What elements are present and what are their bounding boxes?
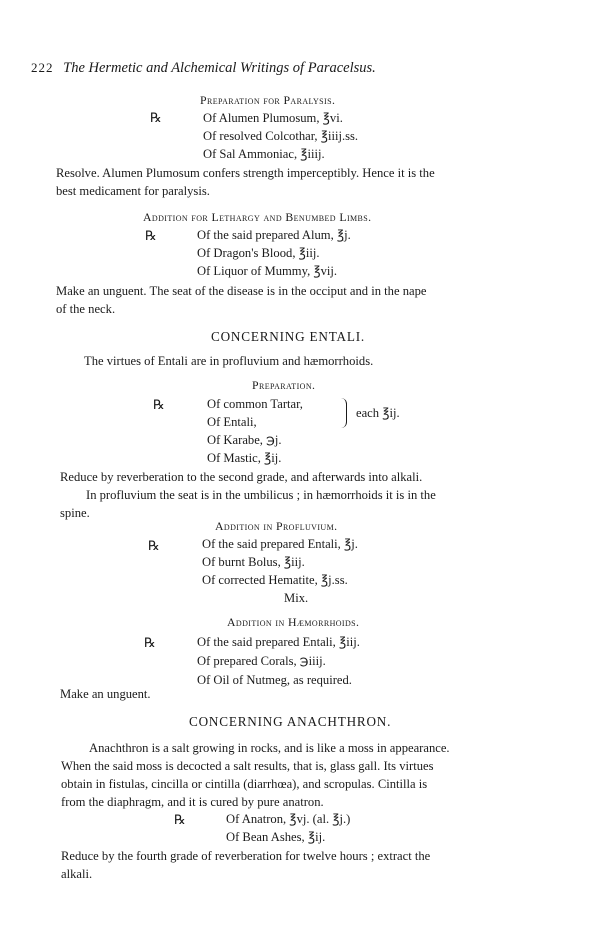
ingredient-line: Of Anatron, ℥vj. (al. ℥j.) [226, 812, 351, 826]
running-header [31, 60, 376, 77]
section-heading-anachthron: CONCERNING ANACHTHRON. [189, 714, 392, 729]
ingredient-line: Of Liquor of Mummy, ℥vij. [197, 264, 338, 278]
paralysis-heading: Preparation for Paralysis. [200, 93, 336, 107]
ingredient-line: Of Sal Ammoniac, ℥iiij. [203, 147, 325, 161]
recipe-symbol: ℞ [145, 228, 157, 243]
body-text-line: obtain in fistulas, cincilla or cintilla (diarrhœa), and scropulas. Cintilla is [61, 777, 428, 791]
ingredient-line: Of Dragon's Blood, ℥iij. [197, 246, 320, 260]
section-heading-entali: CONCERNING ENTALI. [211, 329, 365, 344]
body-text-line: from the diaphragm, and it is cured by pure anatron. [61, 795, 324, 809]
body-text-line: When the said moss is decocted a salt results, that is, glass gall. Its virtues [61, 759, 434, 773]
body-text-line: spine. [60, 506, 90, 520]
ingredient-line: Of the said prepared Entali, ℥iij. [197, 635, 360, 649]
ingredient-line: Of Entali, [207, 415, 257, 429]
brace-label: each ℥ij. [356, 406, 400, 420]
body-text-line: In profluvium the seat is in the umbilicus ; in hæmorrhoids it is in the [86, 488, 436, 502]
ingredient-line: Of resolved Colcothar, ℥iiij.ss. [203, 129, 359, 143]
ingredient-line: Of Alumen Plumosum, ℥vi. [203, 111, 343, 125]
page-number: 222 [31, 60, 54, 75]
ingredient-line: Of the said prepared Entali, ℥j. [202, 537, 358, 551]
ingredient-line: Of the said prepared Alum, ℥j. [197, 228, 351, 242]
body-text-line: The virtues of Entali are in profluvium and hæmorrhoids. [84, 354, 374, 368]
profluvium-heading: Addition in Profluvium. [215, 519, 338, 533]
preparation-heading: Preparation. [252, 378, 316, 392]
curly-brace [340, 398, 347, 428]
ingredient-line: Of burnt Bolus, ℥iij. [202, 555, 305, 569]
recipe-symbol: ℞ [148, 538, 160, 553]
body-text-line: Make an unguent. The seat of the disease is in the occiput and in the nape [56, 284, 427, 298]
running-title: The Hermetic and Alchemical Writings of Paracelsus. [63, 60, 376, 76]
recipe-symbol: ℞ [153, 397, 165, 412]
ingredient-line: Of Oil of Nutmeg, as required. [197, 673, 352, 687]
ingredient-line: Of Karabe, ℈j. [207, 433, 282, 447]
mix-instruction: Mix. [284, 591, 309, 605]
haemorrhoids-heading: Addition in Hæmorrhoids. [227, 615, 360, 629]
ingredient-line: Of Mastic, ℥ij. [207, 451, 282, 465]
recipe-symbol: ℞ [174, 812, 186, 827]
ingredient-line: Of Bean Ashes, ℥ij. [226, 830, 326, 844]
body-text-line: Make an unguent. [60, 687, 151, 701]
ingredient-line: Of common Tartar, [207, 397, 303, 411]
body-text-line: of the neck. [56, 302, 116, 316]
ingredient-line: Of corrected Hematite, ℥j.ss. [202, 573, 348, 587]
recipe-symbol: ℞ [150, 110, 162, 125]
body-text-line: Resolve. Alumen Plumosum confers strength imperceptibly. Hence it is the [56, 166, 435, 180]
body-text-line: alkali. [61, 867, 93, 881]
body-text-line: Reduce by reverberation to the second grade, and afterwards into alkali. [60, 470, 423, 484]
body-text-line: best medicament for paralysis. [56, 184, 210, 198]
body-text-line: Anachthron is a salt growing in rocks, and is like a moss in appearance. [89, 741, 450, 755]
ingredient-line: Of prepared Corals, ℈iiij. [197, 654, 326, 668]
lethargy-heading: Addition for Lethargy and Benumbed Limbs. [143, 210, 372, 224]
body-text-line: Reduce by the fourth grade of reverberation for twelve hours ; extract the [61, 849, 431, 863]
recipe-symbol: ℞ [144, 635, 156, 650]
